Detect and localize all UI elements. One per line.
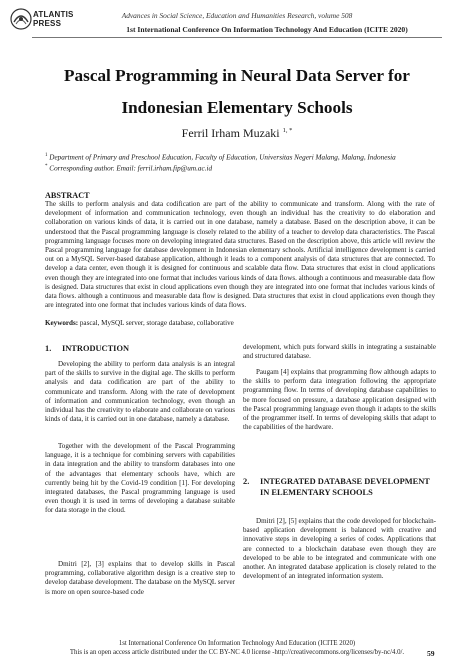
title-line-1: Pascal Programming in Neural Data Server for: [64, 66, 410, 85]
logo-line-2: PRESS: [33, 19, 62, 28]
section-1-number: 1.: [45, 344, 52, 353]
section-2-paragraph-1: Dmitri [2], [5] explains that the code developed for blockchain-based application development is balanced with creative and innovative steps in developing a series of codes. Applications that are connected to a blockchain database even though they are developed to be able to be integrated and communicate with one another. An integrated database application is closely related to the development of an integrated information system.: [243, 517, 436, 581]
footer-license: This is an open access article distributed under the CC BY-NC 4.0 license -http://creativecommons.org/licenses/by-nc/4.0/.: [69, 648, 405, 656]
affiliation-2-mark: *: [45, 164, 48, 170]
keywords-label: Keywords:: [45, 319, 79, 327]
section-1-title: INTRODUCTION: [62, 344, 130, 353]
logo-line-1: ATLANTIS: [33, 10, 74, 19]
corresponding-author: Corresponding author. Email: ferril.irham.fip@um.ac.id: [49, 164, 213, 173]
affiliation-1-mark: 1: [45, 153, 48, 158]
title-line-2: Indonesian Elementary Schools: [121, 98, 353, 117]
intro-paragraph-1: Developing the ability to perform data analysis is an integral part of the skills to survive in the digital age. The skills to perform analysis and data codification are part of the ability to communicate and transform. Along with the rate of development of information and communication technology, even though an individual has the creativity to elaborate and collaborate on various kinds of data, it is carried out in one database, namely a database.: [45, 360, 235, 424]
footer-line-1: 1st International Conference On Information Technology And Education (ICITE 2020): [118, 640, 356, 647]
right-paragraph-continued: development, which puts forward skills in integrating a sustainable and structured database.: [243, 343, 436, 361]
conference-header: 1st International Conference On Information Technology And Education (ICITE 2020): [126, 25, 408, 34]
right-paragraph-1: Paugam [4] explains that programming flow although adapts to the skills to perform data integration following the appropriate programming flow. In terms of developing database capabilities to be more focused on pressure, a database application designed with the Pascal programming language even though it adapts to the skills of the programmer itself. In terms of developing skills that adapt to the capabilities of the hardware.: [243, 368, 436, 432]
abstract-text: The skills to perform analysis and data codification are part of the ability to communicate and transform. Along with the rate of development of information and communication technology, even though an individual has the creativity to do elaboration and collaboration on various kinds of data, it is carried out in one database, namely a database. Based on the description above, it can be understood that the Pascal programming language is closely related to the ability of a teacher to develop data characteristics. The Pascal programming language focuses more on developing integrated data structures. Based on the description above, this article will review the Pascal programming language for database development in Indonesian elementary schools. Artificial intelligence development is carried out on a MySQL Server-based database application, although it leads to a component analysis of data structures that are connected. To develop a data center, even though it is designed for continuous and scalable data flow. Data structures that exist in cloud applications even though they are integrated into one format that includes various kinds of data flows. although a continuous and measurable data flow is designed. Data structures that exist in cloud applications even though they are integrated into one format that includes various kinds of data flows. although a continuous and measurable data flow is designed. Data structures that exist in cloud applications even though they are integrated into one format that includes various kinds of data flows.: [45, 200, 435, 310]
section-2-title: INTEGRATED DATABASE DEVELOPMENT IN ELEMENTARY SCHOOLS: [260, 477, 430, 497]
journal-header: Advances in Social Science, Education and Humanities Research, volume 508: [121, 11, 353, 20]
affiliation-1-text: Department of Primary and Preschool Education, Faculty of Education, Universitas Negeri Malang, Malang, Indonesia: [49, 153, 396, 162]
keywords: [45, 319, 435, 327]
author-marks: 1, *: [282, 127, 293, 134]
section-2-number: 2.: [243, 477, 250, 486]
section-2-heading: [243, 476, 436, 498]
header-divider: [32, 37, 442, 38]
affiliation-block: [45, 151, 445, 174]
author-name: Ferril Irham Muzaki: [181, 126, 280, 140]
affiliation-2: [45, 162, 445, 173]
keywords-text: pascal, MySQL server, storage database, collaborative: [78, 319, 234, 327]
page-number: 59: [427, 649, 435, 658]
page-footer: [0, 640, 474, 657]
author-line: [0, 126, 474, 141]
intro-paragraph-3: Dmitri [2], [3] explains that to develop skills in Pascal programming, collaborative algorithm design is a creative step to develop database development. The database on the MySQL server is more on open source-based code: [45, 560, 235, 596]
affiliation-1: [45, 151, 445, 162]
abstract-heading: ABSTRACT: [45, 191, 90, 200]
intro-paragraph-2: Together with the development of the Pascal Programming language, it is a technique for combining servers with capabilities in data integration and the ability to transform databases into one of the advantages that elementary schools have, which are currently being hit by the Covid-19 condition [1]. For developing integrated databases, the Pascal programming language is used even though it is used in terms of developing a database suitable for data storage in the cloud.: [45, 442, 235, 515]
section-1-heading: [45, 343, 235, 354]
paper-title: [20, 60, 454, 124]
